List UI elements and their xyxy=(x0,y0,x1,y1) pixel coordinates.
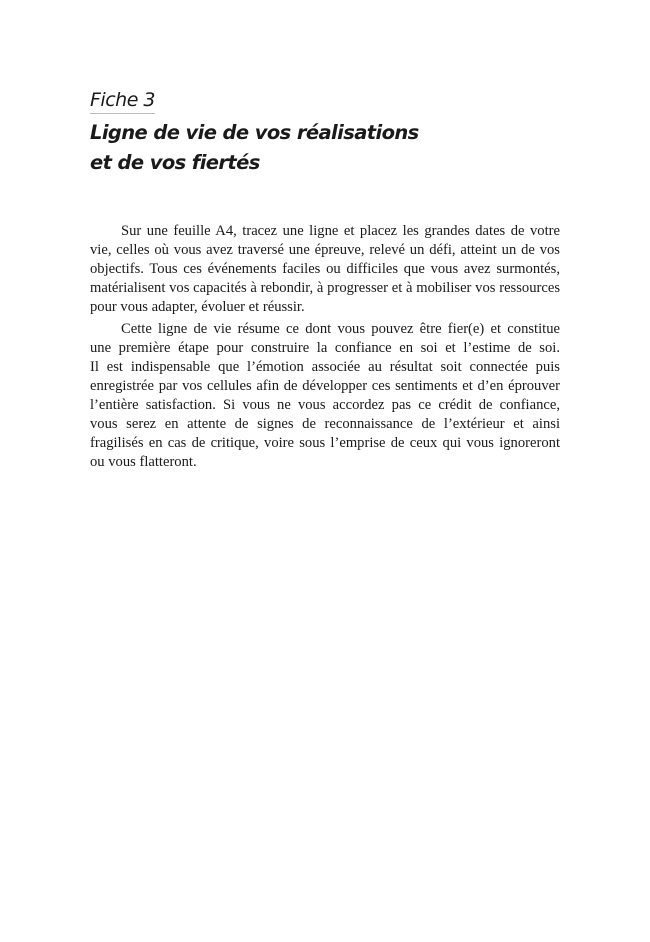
text-line: enregistrée par vos cellules afin de développer ces sentiments et d’en éprouver xyxy=(90,378,560,394)
text-line: Il est indispensable que l’émotion associée au résultat soit connectée puis xyxy=(90,359,560,375)
text-line: une première étape pour construire la confiance en soi et l’estime de soi. xyxy=(90,340,560,356)
text-line: matérialisent vos capacités à rebondir, à progresser et à mobiliser vos ressources xyxy=(90,280,560,296)
text-line: Sur une feuille A4, tracez une ligne et placez les grandes dates de votre xyxy=(121,223,560,239)
title-line: Ligne de vie de vos réalisations xyxy=(90,121,419,144)
text-line: fragilisés en cas de critique, voire sous l’emprise de ceux qui vous ignoreront xyxy=(90,435,560,451)
body-text xyxy=(90,222,560,475)
text-line: ou vous flatteront. xyxy=(90,454,197,470)
paragraph xyxy=(90,222,560,317)
text-line: vous serez en attente de signes de reconnaissance de l’extérieur et ainsi xyxy=(90,416,560,432)
text-line: Cette ligne de vie résume ce dont vous pouvez être fier(e) et constitue xyxy=(121,321,560,337)
section-kicker: Fiche 3 xyxy=(90,88,155,114)
text-line: l’entière satisfaction. Si vous ne vous accordez pas ce crédit de confiance, xyxy=(90,397,560,413)
title-line: et de vos fiertés xyxy=(90,151,260,174)
page-title xyxy=(90,118,419,178)
paragraph xyxy=(90,320,560,472)
text-line: vie, celles où vous avez traversé une épreuve, relevé un défi, atteint un de vos xyxy=(90,242,560,258)
text-line: objectifs. Tous ces événements faciles ou difficiles que vous avez surmontés, xyxy=(90,261,560,277)
text-line: pour vous adapter, évoluer et réussir. xyxy=(90,299,305,315)
